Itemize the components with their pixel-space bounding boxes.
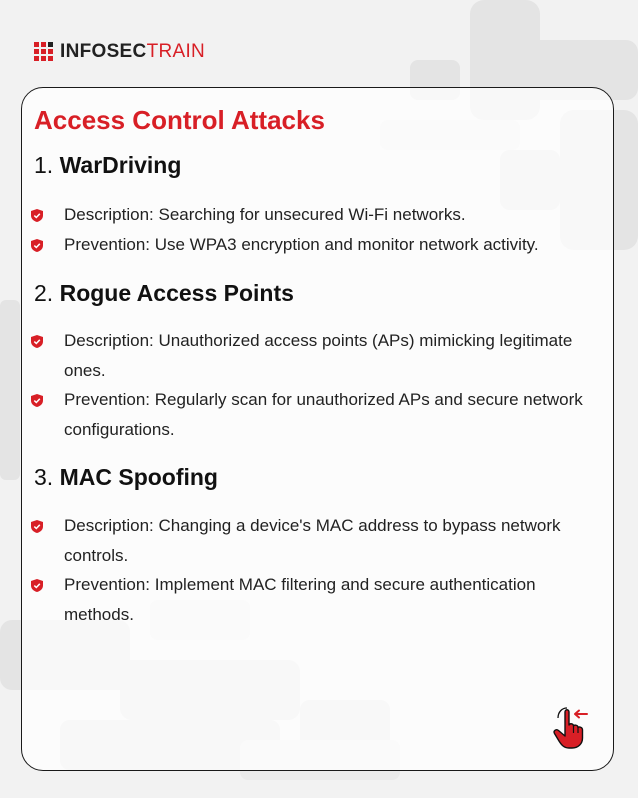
list-item bbox=[22, 511, 613, 570]
section-title: Rogue Access Points bbox=[59, 280, 294, 306]
section-number: 3. bbox=[34, 464, 54, 490]
section-title: WarDriving bbox=[59, 152, 182, 178]
section-heading-mac-spoofing bbox=[34, 464, 218, 491]
section-title: MAC Spoofing bbox=[59, 464, 218, 490]
section-bullets bbox=[22, 511, 613, 629]
list-item bbox=[22, 200, 613, 230]
brand-name bbox=[60, 41, 205, 63]
brand-name-strong: INFOSEC bbox=[60, 41, 147, 62]
shield-check-icon bbox=[31, 394, 43, 407]
infosectrain-logo-icon bbox=[34, 42, 54, 62]
shield-check-icon bbox=[31, 209, 43, 222]
shield-check-icon bbox=[31, 239, 43, 252]
bullet-text: Description: Changing a device's MAC address to bypass network controls. bbox=[64, 516, 561, 565]
brand-logo bbox=[34, 40, 205, 64]
tap-hand-icon[interactable] bbox=[551, 706, 591, 750]
list-item bbox=[22, 570, 613, 629]
bullet-text: Prevention: Implement MAC filtering and secure authentication methods. bbox=[64, 575, 536, 624]
bullet-text: Description: Unauthorized access points (APs) mimicking legitimate ones. bbox=[64, 331, 573, 380]
section-heading-wardriving bbox=[34, 152, 181, 179]
shield-check-icon bbox=[31, 335, 43, 348]
bullet-text: Prevention: Use WPA3 encryption and monitor network activity. bbox=[64, 234, 539, 254]
shield-check-icon bbox=[31, 579, 43, 592]
shield-check-icon bbox=[31, 520, 43, 533]
section-bullets bbox=[22, 200, 613, 259]
section-heading-rogue-access-points bbox=[34, 280, 294, 307]
content-card bbox=[21, 87, 614, 771]
section-bullets bbox=[22, 326, 613, 444]
bullet-text: Prevention: Regularly scan for unauthorized APs and secure network configurations. bbox=[64, 390, 583, 439]
list-item bbox=[22, 385, 613, 444]
page-title: Access Control Attacks bbox=[34, 105, 325, 135]
list-item bbox=[22, 230, 613, 260]
section-number: 2. bbox=[34, 280, 54, 306]
bullet-text: Description: Searching for unsecured Wi-Fi networks. bbox=[64, 205, 466, 224]
list-item bbox=[22, 326, 613, 385]
brand-name-accent: TRAIN bbox=[146, 41, 206, 62]
section-number: 1. bbox=[34, 152, 54, 178]
